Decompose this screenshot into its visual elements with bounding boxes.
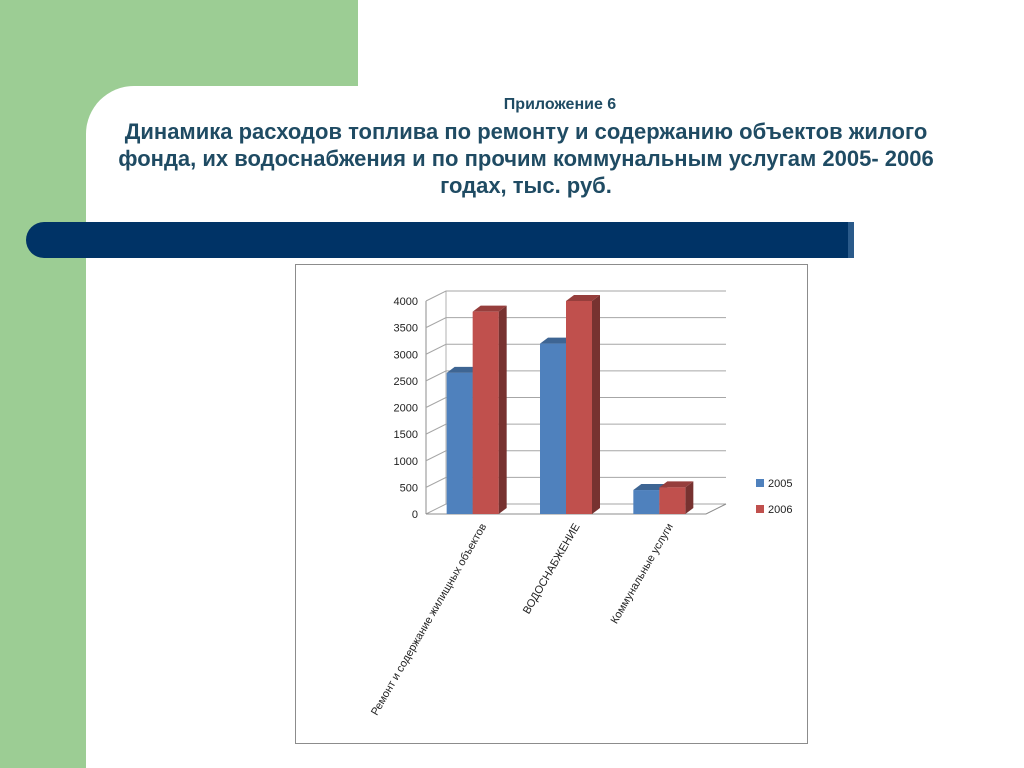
- bar-chart: [296, 265, 807, 743]
- bar-2006-2: [566, 301, 592, 514]
- bar-2006-1: [473, 312, 499, 514]
- bar-2005-2: [540, 344, 566, 514]
- y-tick-label: 2500: [393, 375, 418, 388]
- y-tick-label: 1000: [393, 455, 418, 468]
- slide-subtitle: Приложение 6: [503, 96, 617, 113]
- legend-label-2006: 2006: [768, 504, 793, 516]
- legend-layer: [756, 478, 792, 516]
- bar-2006-3: [659, 487, 685, 514]
- x-category-label: ВОДОСНАБЖЕНИЕ: [520, 521, 583, 617]
- y-tick-label: 1500: [393, 429, 418, 442]
- bar-2005-3: [633, 490, 659, 514]
- bar-2005-1: [447, 373, 473, 514]
- legend-swatch-2006: [756, 505, 764, 513]
- legend-swatch-2005: [756, 479, 764, 487]
- bar-side: [592, 295, 600, 514]
- legend-label-2005: 2005: [768, 478, 793, 490]
- y-tick-label: 4000: [393, 296, 418, 308]
- y-tick-label: 2000: [393, 402, 418, 415]
- y-tick-label: 500: [399, 482, 418, 495]
- x-category-label: Ремонт и содержание жилищных объектов: [369, 521, 490, 718]
- blue-divider-bar: [26, 222, 854, 258]
- y-tick-label: 3000: [393, 349, 418, 362]
- slide-title: Динамика расходов топлива по ремонту и содержанию объектов жилого фонда, их водоснабжения и по прочим коммунальным услугам 2005- 2006 годах, тыс. руб.: [118, 119, 934, 198]
- bars-layer: [447, 295, 694, 514]
- y-tick-label: 3500: [393, 322, 418, 335]
- chart-frame: [295, 264, 808, 744]
- y-tick-label: 0: [411, 509, 418, 521]
- bar-side: [499, 306, 507, 514]
- x-category-label: Коммунальные услуги: [608, 521, 676, 626]
- axis-layer: [369, 296, 676, 718]
